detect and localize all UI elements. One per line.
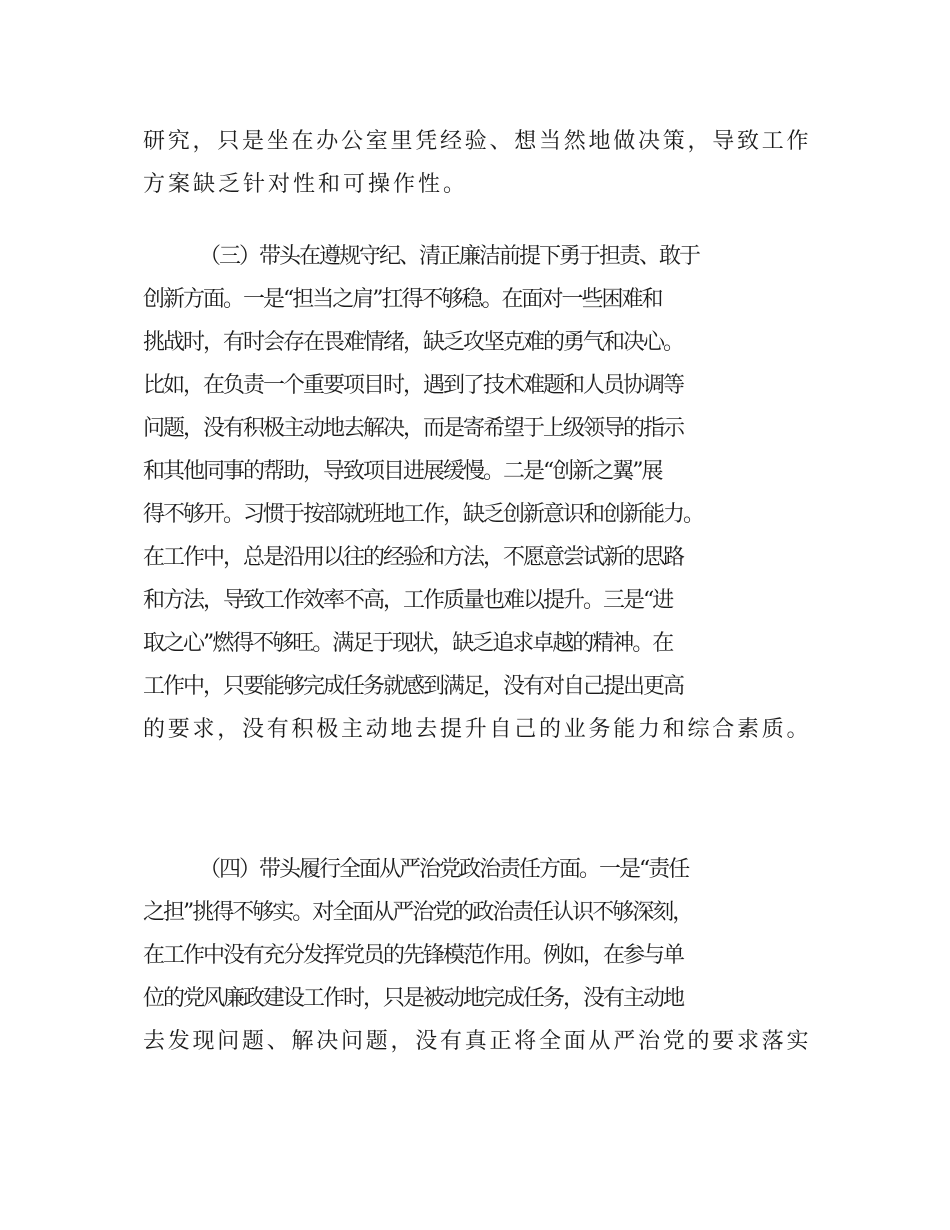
text-line: 工作中，只要能够完成任务就感到满足，没有对自己提出更高 xyxy=(143,674,684,699)
text-line: 问题，没有积极主动地去解决，而是寄希望于上级领导的指示 xyxy=(143,416,684,441)
text-line: 研究，只是坐在办公室里凭经验、想当然地做决策，导致工作 xyxy=(143,129,812,154)
paragraph-3 xyxy=(143,848,811,1063)
paragraph-1 xyxy=(143,120,811,206)
text-line: 在工作中没有充分发挥党员的先锋模范作用。例如，在参与单 xyxy=(143,943,684,968)
text-line: （四）带头履行全面从严治党政治责任方面。一是“责任 xyxy=(199,857,689,882)
text-line: 取之心”燃得不够旺。满足于现状，缺乏追求卓越的精神。在 xyxy=(143,631,673,656)
text-line: 去发现问题、解决问题，没有真正将全面从严治党的要求落实 xyxy=(143,1029,812,1054)
text-line: 位的党风廉政建设工作时，只是被动地完成任务，没有主动地 xyxy=(143,986,684,1011)
text-line: 方案缺乏针对性和可操作性。 xyxy=(143,172,469,197)
text-line: 挑战时，有时会存在畏难情绪，缺乏攻坚克难的勇气和决心。 xyxy=(143,330,684,355)
text-line: 在工作中，总是沿用以往的经验和方法，不愿意尝试新的思路 xyxy=(143,545,684,570)
text-line: 创新方面。一是“担当之肩”扛得不够稳。在面对一些困难和 xyxy=(143,287,662,312)
text-line: （三）带头在遵规守纪、清正廉洁前提下勇于担责、敢于 xyxy=(199,244,700,269)
text-line: 和其他同事的帮助，导致项目进展缓慢。二是“创新之翼”展 xyxy=(143,459,662,484)
text-line: 的要求，没有积极主动地去提升自己的业务能力和综合素质。 xyxy=(143,717,812,742)
text-line: 和方法，导致工作效率不高，工作质量也难以提升。三是“进 xyxy=(143,588,673,613)
text-line: 之担”挑得不够实。对全面从严治党的政治责任认识不够深刻， xyxy=(143,900,693,925)
text-line: 得不够开。习惯于按部就班地工作，缺乏创新意识和创新能力。 xyxy=(143,502,704,527)
paragraph-2 xyxy=(143,235,811,751)
text-line: 比如，在负责一个重要项目时，遇到了技术难题和人员协调等 xyxy=(143,373,684,398)
